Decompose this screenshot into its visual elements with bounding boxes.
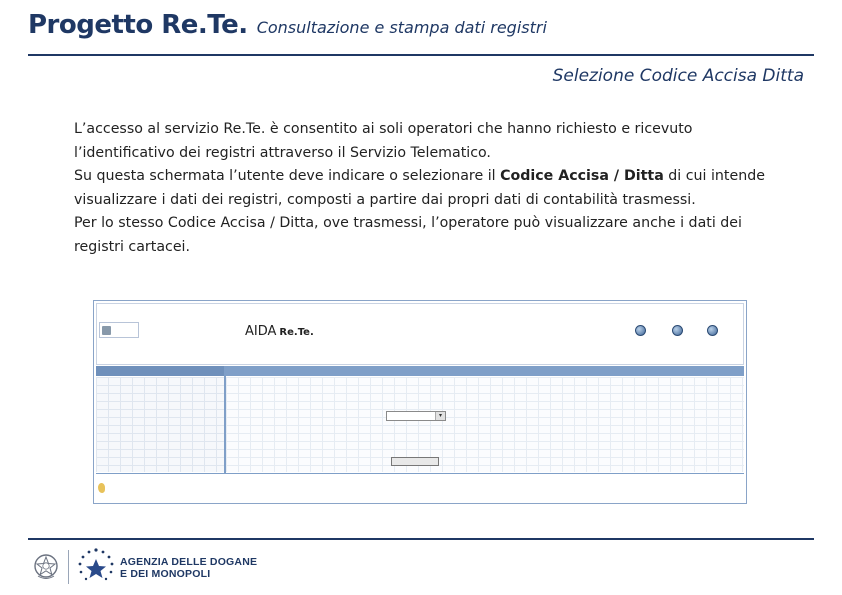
section-title: Selezione Codice Accisa Ditta: [552, 66, 804, 86]
paragraph-paper-registers: Per lo stesso Codice Accisa / Ditta, ove trasmessi, l’operatore può visualizzare anche i dati dei registri cartacei.: [74, 215, 742, 255]
app-footer-logo: [98, 479, 110, 493]
footer-logo-separator: [68, 550, 69, 584]
app-logo: [99, 322, 139, 338]
codice-accisa-select[interactable]: [386, 411, 446, 421]
app-header: [96, 303, 744, 365]
paragraph-selection: [74, 165, 774, 212]
paragraph-access: L’accesso al servizio Re.Te. è consentito ai soli operatori che hanno richiesto e ricevuto l’identificativo dei registri attraverso il Servizio Telematico.: [74, 121, 693, 161]
app-brand-name: AIDA: [245, 324, 277, 339]
chevron-down-icon[interactable]: ▾: [435, 412, 445, 420]
app-exit-icon[interactable]: [707, 325, 718, 336]
application-screenshot: [93, 300, 747, 504]
paragraph-selection-start: Su questa schermata l’utente deve indicare o selezionare il: [74, 168, 501, 184]
paragraph-selection-end: di cui intende visualizzare i dati dei registri, composti a partire dai propri dati di contabilità trasmessi.: [74, 168, 765, 208]
agency-name-line2: E DEI MONOPOLI: [120, 568, 211, 580]
app-content-panel: [226, 377, 744, 472]
agency-name-line1: AGENZIA DELLE DOGANE: [120, 556, 258, 568]
header-divider: [28, 54, 814, 56]
agency-name: [120, 556, 257, 580]
app-brand: [245, 324, 314, 339]
codice-accisa-emphasis: Codice Accisa / Ditta: [500, 168, 664, 184]
app-sidebar: [96, 377, 224, 472]
agency-stars-logo-icon: [74, 546, 118, 586]
app-footer-divider: [96, 473, 744, 474]
footer-divider: [28, 538, 814, 540]
app-home-icon[interactable]: [635, 325, 646, 336]
page-title-block: [28, 10, 547, 40]
leaf-icon: [98, 483, 105, 493]
page-subtitle: Consultazione e stampa dati registri: [256, 18, 547, 37]
app-module-name: Re.Te.: [279, 327, 314, 338]
app-right-bar: [226, 366, 744, 376]
app-left-bar: [96, 366, 224, 376]
description-text: [74, 118, 774, 259]
app-logo-icon: [102, 326, 111, 335]
confirm-button[interactable]: [391, 457, 439, 466]
app-help-icon[interactable]: [672, 325, 683, 336]
page-title: Progetto Re.Te.: [28, 10, 248, 40]
italian-republic-emblem-icon: [32, 552, 60, 582]
